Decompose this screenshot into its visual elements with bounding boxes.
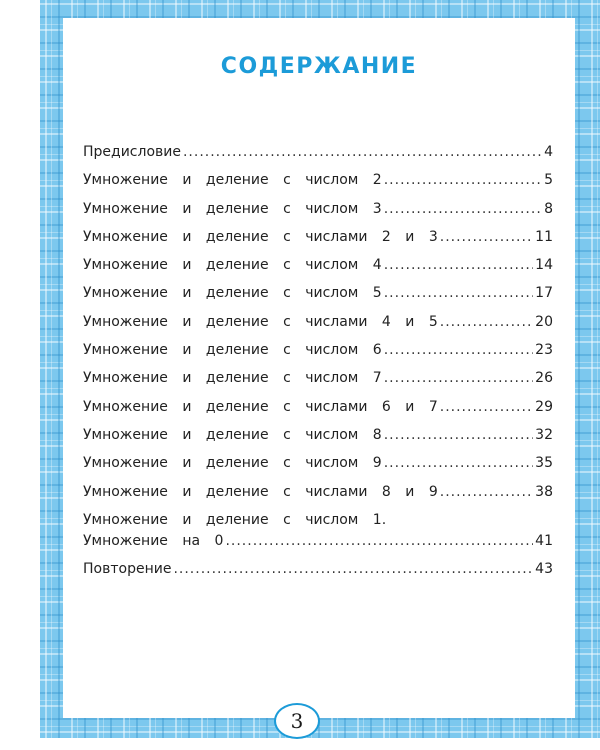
toc-entry-page: 32 (535, 426, 553, 443)
dot-leader (225, 533, 533, 549)
content-panel (63, 18, 575, 718)
toc-entry-label: Умножение и деление с числами 2 и 3 (83, 228, 438, 245)
toc-entry-multiline (83, 512, 553, 561)
toc-entry-label: Умножение и деление с числом 5 (83, 285, 382, 302)
toc-entry-page: 20 (535, 313, 553, 330)
dot-leader (440, 484, 533, 500)
dot-leader (440, 399, 533, 415)
toc-entry-page: 4 (544, 144, 553, 160)
toc-entry-label: Умножение и деление с числом 7 (83, 370, 382, 387)
toc-entry-page: 43 (535, 560, 553, 577)
toc-entry-label: Умножение и деление с числом 8 (83, 426, 382, 443)
toc-entry (83, 257, 553, 285)
toc-entry (83, 399, 553, 427)
toc-entry-page: 5 (544, 172, 553, 189)
dot-leader (384, 370, 533, 386)
toc-entry-page: 29 (535, 398, 553, 415)
toc-entry-page: 8 (544, 200, 553, 217)
toc-entry (83, 172, 553, 200)
table-of-contents (83, 144, 553, 589)
dot-leader (173, 561, 533, 577)
toc-entry-label: Предисловие (83, 144, 181, 160)
toc-entry-page: 35 (535, 455, 553, 472)
dot-leader (384, 427, 533, 443)
toc-entry-page: 11 (535, 228, 553, 245)
toc-entry (83, 370, 553, 398)
toc-entry (83, 342, 553, 370)
toc-entry-label: Умножение и деление с числом 9 (83, 455, 382, 472)
toc-entry-label: Умножение и деление с числом 2 (83, 172, 382, 189)
toc-entry-page: 26 (535, 370, 553, 387)
toc-entry-page: 17 (535, 285, 553, 302)
toc-entry-page: 41 (535, 532, 553, 549)
toc-entry-label: Умножение и деление с числами 8 и 9 (83, 483, 438, 500)
toc-entry-label-line2: Умножение на 0 (83, 532, 224, 549)
toc-entry-label: Умножение и деление с числом 3 (83, 200, 382, 217)
dot-leader (440, 314, 533, 330)
toc-entry (83, 285, 553, 313)
toc-entry (83, 144, 553, 172)
toc-entry-line2 (83, 533, 553, 561)
toc-entry (83, 314, 553, 342)
dot-leader (384, 201, 542, 217)
page-title: СОДЕРЖАНИЕ (220, 54, 418, 79)
dot-leader (384, 455, 533, 471)
toc-entry-label: Умножение и деление с числами 4 и 5 (83, 313, 438, 330)
toc-entry-label: Умножение и деление с числами 6 и 7 (83, 398, 438, 415)
toc-entry (83, 561, 553, 589)
toc-entry (83, 455, 553, 483)
dot-leader (384, 257, 533, 273)
dot-leader (440, 229, 533, 245)
toc-entry-page: 23 (535, 342, 553, 359)
dot-leader (384, 172, 542, 188)
dot-leader (183, 144, 542, 160)
dot-leader (384, 285, 533, 301)
toc-entry-page: 38 (535, 483, 553, 500)
toc-entry (83, 229, 553, 257)
toc-entry (83, 427, 553, 455)
toc-entry-label: Умножение и деление с числом 6 (83, 342, 382, 359)
toc-entry-label: Умножение и деление с числом 4 (83, 257, 382, 274)
toc-entry (83, 201, 553, 229)
dot-leader (384, 342, 533, 358)
toc-entry-page: 14 (535, 257, 553, 274)
toc-entry (83, 484, 553, 512)
toc-entry-label-line1: Умножение и деление с числом 1. (83, 511, 387, 528)
toc-entry-label: Повторение (83, 560, 172, 577)
page-number-badge: 3 (274, 703, 320, 739)
